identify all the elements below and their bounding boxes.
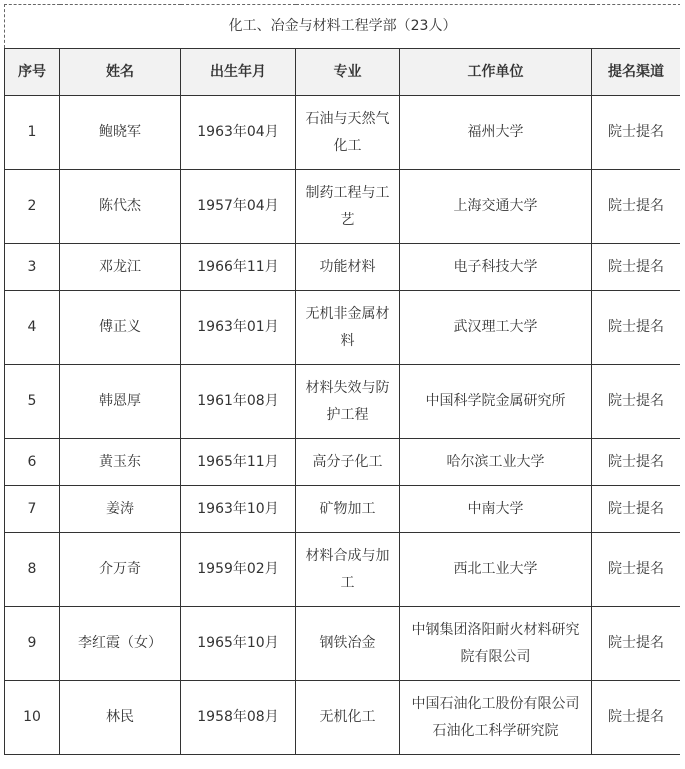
- cell-unit: 武汉理工大学: [400, 291, 592, 365]
- cell-birth: 1963年01月: [181, 291, 296, 365]
- header-channel: 提名渠道: [592, 49, 681, 96]
- cell-unit: 中南大学: [400, 486, 592, 533]
- cell-birth: 1963年10月: [181, 486, 296, 533]
- table-row: [5, 533, 681, 607]
- cell-no: 1: [5, 96, 60, 170]
- cell-name: 林民: [60, 681, 181, 755]
- table-row: [5, 681, 681, 755]
- cell-no: 4: [5, 291, 60, 365]
- table-row: [5, 439, 681, 486]
- cell-birth: 1959年02月: [181, 533, 296, 607]
- header-name: 姓名: [60, 49, 181, 96]
- cell-unit: 上海交通大学: [400, 170, 592, 244]
- cell-channel: 院士提名: [592, 291, 681, 365]
- header-row: [5, 49, 681, 96]
- cell-no: 7: [5, 486, 60, 533]
- cell-channel: 院士提名: [592, 170, 681, 244]
- cell-major: 无机化工: [296, 681, 400, 755]
- cell-name: 傅正义: [60, 291, 181, 365]
- cell-no: 2: [5, 170, 60, 244]
- cell-major: 功能材料: [296, 244, 400, 291]
- cell-channel: 院士提名: [592, 244, 681, 291]
- table-row: [5, 96, 681, 170]
- cell-unit: 中国科学院金属研究所: [400, 365, 592, 439]
- academician-candidates-table-container: [4, 4, 680, 769]
- cell-name: 陈代杰: [60, 170, 181, 244]
- cell-channel: 院士提名: [592, 96, 681, 170]
- cell-unit: 西北工业大学: [400, 533, 592, 607]
- cell-channel: 院士提名: [592, 365, 681, 439]
- table-row: [5, 244, 681, 291]
- cell-major: 无机非金属材料: [296, 291, 400, 365]
- cell-no: 6: [5, 439, 60, 486]
- cell-no: 3: [5, 244, 60, 291]
- cell-name: 韩恩厚: [60, 365, 181, 439]
- cell-major: 石油与天然气化工: [296, 96, 400, 170]
- cell-name: 鲍晓军: [60, 96, 181, 170]
- header-no: 序号: [5, 49, 60, 96]
- cell-no: 5: [5, 365, 60, 439]
- table-title: 化工、冶金与材料工程学部（23人）: [5, 5, 681, 49]
- cell-birth: 1961年08月: [181, 365, 296, 439]
- cell-major: 高分子化工: [296, 439, 400, 486]
- cell-name: 邓龙江: [60, 244, 181, 291]
- cell-major: 矿物加工: [296, 486, 400, 533]
- cell-unit: 中钢集团洛阳耐火材料研究院有限公司: [400, 607, 592, 681]
- cell-major: 钢铁冶金: [296, 607, 400, 681]
- cell-channel: 院士提名: [592, 486, 681, 533]
- cell-no: 8: [5, 533, 60, 607]
- cell-channel: 院士提名: [592, 439, 681, 486]
- cell-no: 9: [5, 607, 60, 681]
- cell-unit: 中国石油化工股份有限公司石油化工科学研究院: [400, 681, 592, 755]
- cell-no: 10: [5, 681, 60, 755]
- header-birth: 出生年月: [181, 49, 296, 96]
- table-row: [5, 365, 681, 439]
- table-row: [5, 170, 681, 244]
- cell-name: 黄玉东: [60, 439, 181, 486]
- cell-birth: 1965年11月: [181, 439, 296, 486]
- table-row: [5, 607, 681, 681]
- candidates-table: [4, 4, 680, 755]
- cell-major: 材料失效与防护工程: [296, 365, 400, 439]
- cell-channel: 院士提名: [592, 681, 681, 755]
- cell-birth: 1957年04月: [181, 170, 296, 244]
- cell-birth: 1958年08月: [181, 681, 296, 755]
- table-row: [5, 486, 681, 533]
- cell-unit: 电子科技大学: [400, 244, 592, 291]
- cell-name: 李红霞（女）: [60, 607, 181, 681]
- cell-name: 姜涛: [60, 486, 181, 533]
- table-row: [5, 291, 681, 365]
- cell-unit: 哈尔滨工业大学: [400, 439, 592, 486]
- cell-major: 材料合成与加工: [296, 533, 400, 607]
- cell-birth: 1965年10月: [181, 607, 296, 681]
- cell-name: 介万奇: [60, 533, 181, 607]
- header-unit: 工作单位: [400, 49, 592, 96]
- cell-major: 制药工程与工艺: [296, 170, 400, 244]
- cell-birth: 1966年11月: [181, 244, 296, 291]
- cell-birth: 1963年04月: [181, 96, 296, 170]
- cell-unit: 福州大学: [400, 96, 592, 170]
- cell-channel: 院士提名: [592, 533, 681, 607]
- header-major: 专业: [296, 49, 400, 96]
- cell-channel: 院士提名: [592, 607, 681, 681]
